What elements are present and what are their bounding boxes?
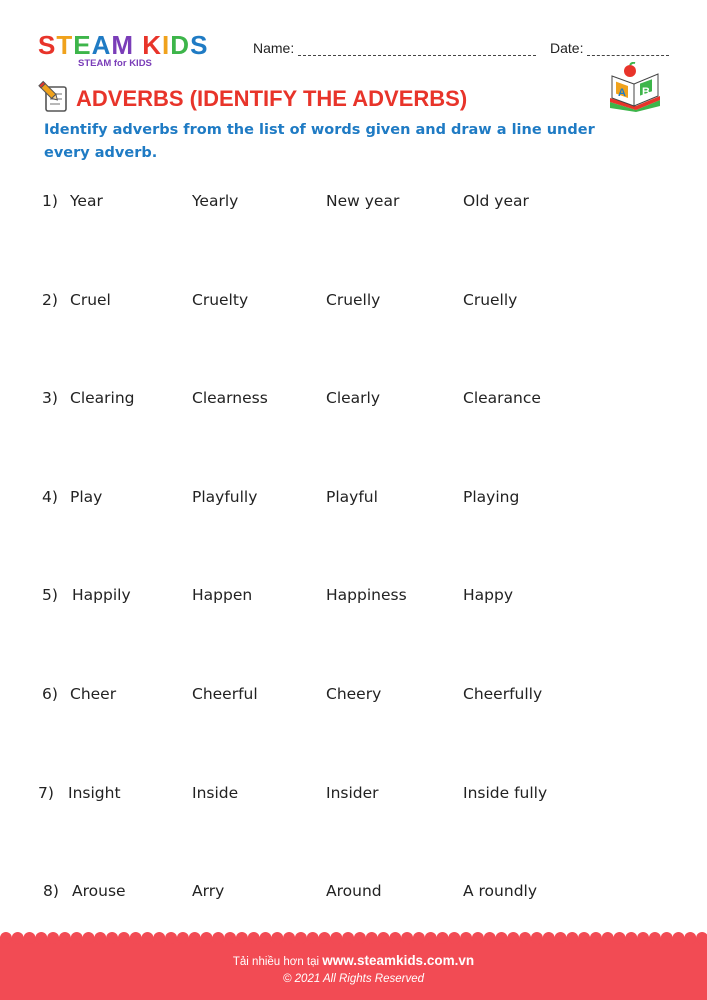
word-option[interactable]: Cruelly [463, 290, 518, 309]
question-number: 4) [42, 487, 58, 506]
date-label: Date: [550, 40, 584, 56]
scallop [189, 932, 201, 944]
logo-tagline: STEAM for KIDS [78, 58, 152, 69]
date-line[interactable] [587, 43, 669, 56]
scallop [625, 932, 637, 944]
word-option[interactable]: Cheerfully [463, 685, 543, 703]
scallop [472, 932, 484, 944]
name-line[interactable] [298, 43, 536, 56]
logo-letter: E [73, 30, 92, 60]
question-number: 6) [42, 685, 58, 703]
scallop [295, 932, 307, 944]
scallop [378, 932, 390, 944]
scallop [684, 932, 696, 944]
scallop [531, 932, 543, 944]
footer-scallop-edge [0, 931, 707, 945]
word-option[interactable]: Playful [326, 487, 378, 506]
word-option[interactable]: Playfully [192, 487, 258, 506]
scallop [342, 932, 354, 944]
word-option[interactable]: Cheer [70, 685, 117, 703]
pencil-notepad-icon [36, 80, 70, 114]
scallop [224, 932, 236, 944]
question-row [0, 291, 707, 315]
scallop [201, 932, 213, 944]
name-label: Name: [253, 40, 295, 56]
word-option[interactable]: Inside [192, 783, 239, 802]
footer-copyright: © 2021 All Rights Reserved [282, 973, 424, 985]
instruction-text: Identify adverbs from the list of words given and draw a line under every adverb. [44, 122, 595, 161]
question-row [0, 882, 707, 906]
logo-letter: M [111, 30, 135, 60]
question-row [0, 784, 707, 808]
scallop [0, 932, 12, 944]
scallop [496, 932, 508, 944]
footer-prefix: Tải nhiều hơn tại [232, 956, 320, 968]
scallop [283, 932, 295, 944]
scallop [212, 932, 224, 944]
scallop [578, 932, 590, 944]
name-field[interactable] [253, 40, 536, 56]
scallop [35, 932, 47, 944]
scallop [354, 932, 366, 944]
word-option[interactable]: New year [326, 192, 400, 210]
word-option[interactable]: Arry [192, 882, 225, 901]
scallop [153, 932, 165, 944]
logo-wordmark [38, 32, 208, 58]
scallop [507, 932, 519, 944]
word-option[interactable]: Happy [463, 586, 514, 605]
scallop [448, 932, 460, 944]
scallop [130, 932, 142, 944]
word-option[interactable]: Clearing [70, 389, 135, 408]
question-number: 1) [42, 192, 58, 210]
word-option[interactable]: Cheery [326, 685, 382, 703]
logo-letter: T [56, 30, 74, 60]
scallop [71, 932, 83, 944]
word-option[interactable]: Happily [72, 586, 131, 605]
question-row [0, 389, 707, 413]
scallop [94, 932, 106, 944]
word-option[interactable]: Happen [192, 586, 253, 605]
scallop [543, 932, 555, 944]
logo-letter: S [38, 30, 57, 60]
scallop [425, 932, 437, 944]
logo-letter: S [190, 30, 209, 60]
scallop [602, 932, 614, 944]
scallop [236, 932, 248, 944]
scallop [83, 932, 95, 944]
scallop [24, 932, 36, 944]
scallop [437, 932, 449, 944]
word-option[interactable]: Year [70, 192, 103, 210]
scallop [142, 932, 154, 944]
svg-text:A: A [618, 87, 626, 99]
footer-url-link[interactable]: www.steamkids.com.vn [322, 953, 475, 968]
word-option[interactable]: Cheerful [192, 685, 258, 703]
word-option[interactable]: A roundly [463, 882, 538, 901]
scallop [59, 932, 71, 944]
scallop [661, 932, 673, 944]
scallop [637, 932, 649, 944]
scallop [484, 932, 496, 944]
footer-download-line [0, 953, 707, 968]
logo-letter: D [170, 30, 191, 60]
scallop [614, 932, 626, 944]
logo-letter: K [142, 30, 163, 60]
scallop [555, 932, 567, 944]
word-option[interactable]: Clearness [192, 389, 268, 408]
scallop [319, 932, 331, 944]
scallop [401, 932, 413, 944]
logo-letter [134, 32, 142, 58]
question-row [0, 488, 707, 512]
scallop [248, 932, 260, 944]
question-number: 8) [43, 882, 59, 901]
scallop [106, 932, 118, 944]
steam-kids-logo [38, 30, 238, 74]
logo-letter: A [91, 30, 112, 60]
question-row [0, 192, 707, 216]
scallop [696, 932, 707, 944]
word-option[interactable]: Clearly [326, 389, 381, 408]
scallop [649, 932, 661, 944]
question-row [0, 685, 707, 709]
word-option[interactable]: Playing [463, 487, 520, 506]
word-option[interactable]: Play [70, 487, 103, 506]
scallop [673, 932, 685, 944]
scallop [307, 932, 319, 944]
word-option[interactable]: Arouse [72, 882, 126, 901]
date-field[interactable] [550, 40, 669, 56]
word-option[interactable]: Inside fully [463, 783, 548, 802]
scallop [366, 932, 378, 944]
scallop [118, 932, 130, 944]
word-option[interactable]: Cruel [70, 290, 111, 309]
ab-book-icon [606, 62, 664, 112]
word-option[interactable]: Insider [326, 783, 379, 802]
svg-text:B: B [642, 86, 650, 98]
word-option[interactable]: Insight [68, 783, 121, 802]
scallop [566, 932, 578, 944]
page-title: ADVERBS (IDENTIFY THE ADVERBS) [76, 86, 468, 111]
word-option[interactable]: Yearly [192, 192, 239, 210]
scallop [271, 932, 283, 944]
scallop [389, 932, 401, 944]
word-option[interactable]: Cruelty [192, 290, 249, 309]
question-number: 7) [38, 783, 54, 802]
scallop [177, 932, 189, 944]
word-option[interactable]: Cruelly [326, 290, 381, 309]
word-option[interactable]: Around [326, 882, 382, 901]
question-number: 3) [42, 389, 58, 408]
word-option[interactable]: Old year [463, 192, 529, 210]
word-option[interactable]: Happiness [326, 586, 407, 605]
question-row [0, 586, 707, 610]
scallop [460, 932, 472, 944]
scallop [165, 932, 177, 944]
scallop [47, 932, 59, 944]
scallop [590, 932, 602, 944]
scallop [413, 932, 425, 944]
scallop [519, 932, 531, 944]
scallop [330, 932, 342, 944]
word-option[interactable]: Clearance [463, 389, 541, 408]
question-number: 5) [42, 586, 58, 605]
scallop [260, 932, 272, 944]
logo-letter: I [162, 30, 171, 60]
footer [0, 938, 707, 1000]
question-number: 2) [42, 290, 58, 309]
scallop [12, 932, 24, 944]
